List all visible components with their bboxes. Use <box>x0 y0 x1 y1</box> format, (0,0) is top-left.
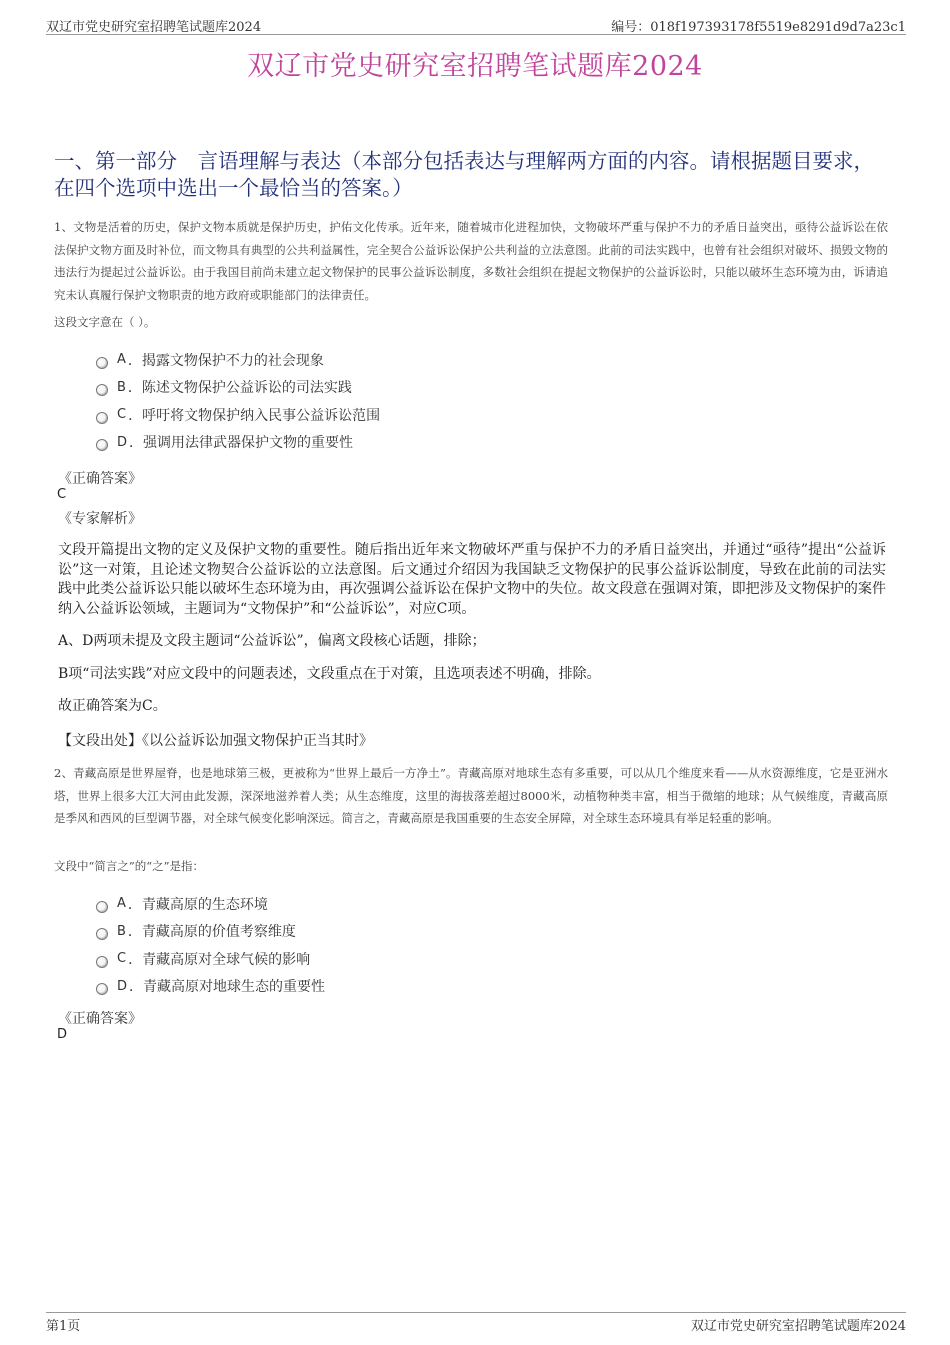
radio-button-icon[interactable] <box>96 439 108 451</box>
q2-passage: 2、青藏高原是世界屋脊，也是地球第三极，更被称为“世界上最后一方净土”。青藏高原对地球生态有多重要，可以从几个维度来看——从水资源维度，它是亚洲水塔，世界上很多大江大河由此发源，深深地滋养着人类；从生态维度，这里的海拔落差超过8000米，动植物种类丰富，相当于微缩的地球；从气候维度，青藏高原是季风和西风的巨型调节器，对全球气候变化影响深远。简言之，青藏高原是我国重要的生态安全屏障，对全球生态环境具有举足轻重的影响。 <box>54 766 888 825</box>
q2-option-b[interactable]: B ．青藏高原的价值考察维度 <box>96 918 325 946</box>
q1-option-c[interactable]: C ．呼吁将文物保护纳入民事公益诉讼范围 <box>96 401 380 429</box>
header-doc-id: 编号：018f197393178f5519e8291d9d7a23c1 <box>611 20 906 35</box>
q1-prompt: 这段文字意在（ ）。 <box>54 315 156 329</box>
analysis-paragraph: A、D两项未提及文段主题词“公益诉讼”，偏离文段核心话题，排除； <box>58 633 486 649</box>
page-footer <box>46 1312 906 1333</box>
q1-answer-label: 《正确答案》 <box>58 471 142 487</box>
page-header <box>46 14 906 35</box>
q2-answer-label: 《正确答案》 <box>58 1011 142 1027</box>
page-title: 双辽市党史研究室招聘笔试题库2024 <box>247 51 703 82</box>
q1-answer: C <box>57 487 67 502</box>
q1-option-a[interactable]: A ．揭露文物保护不力的社会现象 <box>96 346 380 374</box>
q2-options <box>96 890 325 1000</box>
header-doc-title: 双辽市党史研究室招聘笔试题库2024 <box>46 20 262 35</box>
radio-button-icon[interactable] <box>96 901 108 913</box>
radio-button-icon[interactable] <box>96 956 108 968</box>
q1-source: 【文段出处】《以公益诉讼加强文物保护正当其时》 <box>58 733 373 749</box>
q2-option-d[interactable]: D ．青藏高原对地球生态的重要性 <box>96 973 325 1001</box>
radio-button-icon[interactable] <box>96 983 108 995</box>
q2-option-c[interactable]: C ．青藏高原对全球气候的影响 <box>96 945 325 973</box>
analysis-paragraph: 文段开篇提出文物的定义及保护文物的重要性。随后指出近年来文物破坏严重与保护不力的矛盾日益突出，并通过“亟待”提出“公益诉讼”这一对策，且论述文物契合公益诉讼的立法意图。后文通过介绍因为我国缺乏文物保护的民事公益诉讼制度，导致在此前的司法实践中此类公益诉讼只能以破坏生态环境为由，再次强调公益诉讼在保护文物中的失位。故文段意在强调对策，即把涉及文物保护的案件纳入公益诉讼领域，主题词为“文物保护”和“公益诉讼”，对应C项。 <box>58 542 886 617</box>
page-number: 第1页 <box>46 1319 81 1334</box>
radio-button-icon[interactable] <box>96 928 108 940</box>
radio-button-icon[interactable] <box>96 384 108 396</box>
analysis-paragraph: B项“司法实践”对应文段中的问题表述，文段重点在于对策，且选项表述不明确，排除。 <box>58 665 601 682</box>
radio-button-icon[interactable] <box>96 357 108 369</box>
q1-option-d[interactable]: D ．强调用法律武器保护文物的重要性 <box>96 429 380 457</box>
q2-answer: D <box>57 1027 68 1042</box>
footer-doc-title: 双辽市党史研究室招聘笔试题库2024 <box>690 1319 906 1334</box>
q2-prompt: 文段中“简言之”的“之”是指： <box>54 859 205 873</box>
analysis-paragraph: 故正确答案为C。 <box>58 698 167 714</box>
q1-options <box>96 346 380 456</box>
q1-analysis-label: 《专家解析》 <box>58 511 142 527</box>
q2-option-a[interactable]: A ．青藏高原的生态环境 <box>96 890 325 918</box>
q1-passage: 1、文物是活着的历史，保护文物本质就是保护历史，护佑文化传承。近年来，随着城市化进程加快，文物破坏严重与保护不力的矛盾日益突出，亟待公益诉讼在依法保护文物方面及时补位，而文物具有典型的公共利益属性，完全契合公益诉讼保护公共利益的立法意图。此前的司法实践中，也曾有社会组织对破坏、损毁文物的违法行为提起过公益诉讼。由于我国目前尚未建立起文物保护的民事公益诉讼制度，多数社会组织在提起文物保护的公益诉讼时，只能以破坏生态环境为由，诉请追究未认真履行保护文物职责的地方政府或职能部门的法律责任。 <box>54 220 888 302</box>
q1-analysis <box>58 541 886 730</box>
section-heading: 一、第一部分 言语理解与表达（本部分包括表达与理解两方面的内容。请根据题目要求，在四个选项中选出一个最恰当的答案。） <box>54 149 874 200</box>
radio-button-icon[interactable] <box>96 412 108 424</box>
q1-option-b[interactable]: B ．陈述文物保护公益诉讼的司法实践 <box>96 374 380 402</box>
